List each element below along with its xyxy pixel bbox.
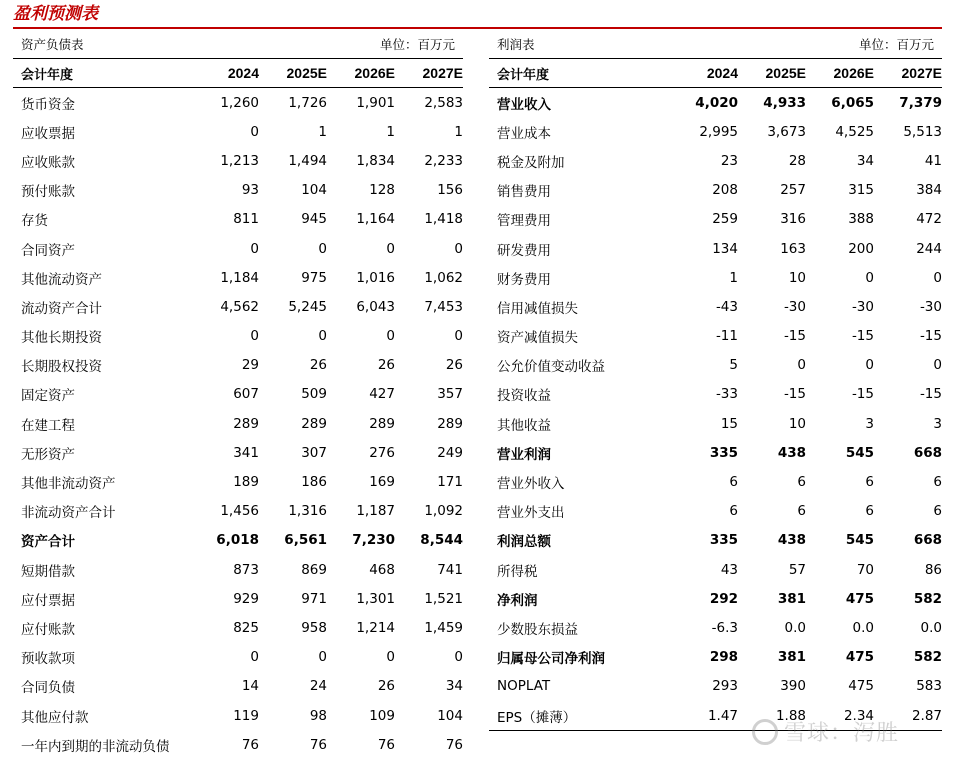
row-value: 41	[924, 152, 942, 169]
table-row	[489, 146, 942, 175]
row-value: 6	[933, 503, 942, 520]
row-value: 119	[233, 707, 259, 724]
row-value: 0	[318, 240, 327, 257]
row-value: 0	[318, 649, 327, 666]
row-value: 289	[369, 415, 395, 432]
row-value: 468	[369, 561, 395, 578]
row-value: 6,561	[284, 532, 327, 549]
header-year: 2024	[227, 65, 259, 81]
balance-sheet-unit: 单位：百万元	[379, 37, 455, 52]
header-year: 2026E	[833, 65, 874, 81]
balance-sheet-title: 资产负债表	[21, 37, 84, 52]
row-value: 3,673	[767, 123, 806, 140]
row-value: 381	[777, 649, 806, 666]
row-label: 净利润	[497, 592, 538, 609]
row-label: 财务费用	[497, 271, 551, 288]
row-label: 归属母公司净利润	[497, 651, 605, 668]
table-row	[13, 584, 463, 613]
row-label: 固定资产	[21, 388, 75, 405]
table-row	[489, 292, 942, 321]
row-value: 975	[301, 269, 327, 286]
row-value: 1,016	[356, 269, 395, 286]
row-value: 8,544	[420, 532, 463, 549]
table-row	[13, 526, 463, 555]
table-row	[13, 730, 463, 759]
row-value: 34	[445, 678, 463, 695]
table-row	[489, 584, 942, 613]
balance-sheet-title-row	[13, 30, 463, 58]
income-statement-panel	[489, 30, 942, 731]
row-value: 2,995	[699, 123, 738, 140]
row-value: 5	[729, 357, 738, 374]
row-label: 资产减值损失	[497, 330, 578, 347]
row-value: 929	[233, 590, 259, 607]
row-value: 1,521	[424, 590, 463, 607]
row-value: 607	[233, 386, 259, 403]
row-value: 257	[780, 182, 806, 199]
row-value: 1,260	[220, 94, 259, 111]
row-value: 1,456	[220, 503, 259, 520]
row-label: 研发费用	[497, 242, 551, 259]
row-value: 0	[797, 357, 806, 374]
income-statement-title-row	[489, 30, 942, 58]
row-value: 0	[386, 240, 395, 257]
row-value: 4,020	[695, 94, 738, 111]
header-year: 2025E	[765, 65, 806, 81]
row-value: 384	[916, 182, 942, 199]
row-value: 1,494	[288, 152, 327, 169]
row-label: 短期借款	[21, 563, 75, 580]
row-value: -15	[851, 386, 874, 403]
row-value: 6,065	[831, 94, 874, 111]
row-value: 1,187	[356, 503, 395, 520]
row-label: 其他流动资产	[21, 271, 102, 288]
row-value: 438	[777, 444, 806, 461]
row-value: 0	[250, 240, 259, 257]
row-label: 在建工程	[21, 417, 75, 434]
row-value: 259	[712, 211, 738, 228]
row-label: 非流动资产合计	[21, 505, 116, 522]
row-value: 7,453	[424, 298, 463, 315]
row-value: 0	[250, 123, 259, 140]
row-label: 合同资产	[21, 242, 75, 259]
row-value: 741	[437, 561, 463, 578]
row-value: -15	[919, 386, 942, 403]
table-row	[489, 409, 942, 438]
row-label: 投资收益	[497, 388, 551, 405]
row-label: 营业利润	[497, 446, 551, 463]
row-value: 7,379	[899, 94, 942, 111]
row-value: 15	[720, 415, 738, 432]
row-value: 1,062	[424, 269, 463, 286]
row-value: 0.0	[784, 619, 806, 636]
row-value: 1,213	[220, 152, 259, 169]
table-row	[13, 438, 463, 467]
row-value: 811	[233, 211, 259, 228]
row-value: 6	[729, 474, 738, 491]
row-value: 169	[369, 474, 395, 491]
snowball-logo-icon	[752, 719, 778, 745]
row-value: 475	[848, 678, 874, 695]
row-value: 971	[301, 590, 327, 607]
balance-sheet-rows	[13, 88, 463, 759]
row-label: 流动资产合计	[21, 300, 102, 317]
table-row	[13, 263, 463, 292]
row-label: 货币资金	[21, 96, 75, 113]
row-value: 26	[377, 357, 395, 374]
row-value: -15	[919, 328, 942, 345]
table-row	[489, 234, 942, 263]
row-value: 6	[797, 474, 806, 491]
row-value: 1,301	[356, 590, 395, 607]
row-value: 134	[712, 240, 738, 257]
row-label: 资产合计	[21, 534, 75, 551]
table-row	[489, 205, 942, 234]
row-value: 1	[454, 123, 463, 140]
row-value: 7,230	[352, 532, 395, 549]
table-row	[489, 176, 942, 205]
row-value: 76	[445, 736, 463, 753]
row-value: -6.3	[711, 619, 738, 636]
row-value: 1,834	[356, 152, 395, 169]
row-value: 0	[250, 649, 259, 666]
row-value: 316	[780, 211, 806, 228]
row-value: -43	[715, 298, 738, 315]
table-row	[489, 380, 942, 409]
table-row	[489, 497, 942, 526]
table-row	[13, 643, 463, 672]
row-value: -15	[783, 386, 806, 403]
row-value: 76	[241, 736, 259, 753]
table-row	[489, 351, 942, 380]
row-value: 28	[788, 152, 806, 169]
row-value: 5,245	[288, 298, 327, 315]
row-label: 存货	[21, 213, 48, 230]
row-value: 3	[933, 415, 942, 432]
row-value: 1.88	[775, 707, 806, 724]
table-row	[13, 672, 463, 701]
row-value: 2,583	[424, 94, 463, 111]
row-value: 26	[377, 678, 395, 695]
table-row	[13, 322, 463, 351]
row-label: NOPLAT	[497, 678, 551, 695]
row-value: 186	[301, 474, 327, 491]
row-label: 一年内到期的非流动负债	[21, 738, 170, 755]
table-row	[13, 205, 463, 234]
row-label: 少数股东损益	[497, 621, 578, 638]
row-value: 43	[720, 561, 738, 578]
row-value: 14	[241, 678, 259, 695]
row-label: 其他应付款	[21, 709, 89, 726]
row-value: 6,043	[356, 298, 395, 315]
row-value: 390	[780, 678, 806, 695]
row-value: 29	[241, 357, 259, 374]
row-value: -11	[715, 328, 738, 345]
header-year: 2025E	[286, 65, 327, 81]
row-label: 预付账款	[21, 184, 75, 201]
row-value: 23	[720, 152, 738, 169]
row-value: 357	[437, 386, 463, 403]
row-value: 1	[318, 123, 327, 140]
watermark-text: 雪球：泻胜	[784, 721, 900, 746]
row-value: 156	[437, 182, 463, 199]
row-value: 0.0	[920, 619, 942, 636]
table-row	[489, 672, 942, 701]
row-value: 0	[386, 649, 395, 666]
row-label: 无形资产	[21, 446, 75, 463]
row-value: 289	[301, 415, 327, 432]
header-year: 2024	[706, 65, 738, 81]
table-row	[13, 351, 463, 380]
row-label: 公允价值变动收益	[497, 359, 605, 376]
row-label: EPS（摊薄）	[497, 709, 577, 726]
table-row	[13, 409, 463, 438]
row-value: 6	[729, 503, 738, 520]
row-value: -15	[783, 328, 806, 345]
row-label: 长期股权投资	[21, 359, 102, 376]
balance-sheet-header	[13, 58, 463, 88]
table-row	[489, 526, 942, 555]
table-row	[489, 613, 942, 642]
header-label: 会计年度	[21, 67, 74, 83]
row-value: -15	[851, 328, 874, 345]
watermark	[752, 716, 899, 747]
row-value: 276	[369, 444, 395, 461]
row-value: 1,316	[288, 503, 327, 520]
row-value: 2.34	[843, 707, 874, 724]
row-value: 189	[233, 474, 259, 491]
row-value: 1,092	[424, 503, 463, 520]
row-value: -30	[919, 298, 942, 315]
row-value: 0	[933, 357, 942, 374]
row-value: 388	[848, 211, 874, 228]
row-value: 668	[913, 444, 942, 461]
row-value: 545	[845, 444, 874, 461]
table-row	[489, 117, 942, 146]
row-value: 958	[301, 619, 327, 636]
row-value: 427	[369, 386, 395, 403]
income-statement-title: 利润表	[497, 37, 535, 52]
income-statement-header	[489, 58, 942, 88]
row-value: 381	[777, 590, 806, 607]
row-value: 341	[233, 444, 259, 461]
row-value: 0	[318, 328, 327, 345]
row-value: 1,184	[220, 269, 259, 286]
row-value: 171	[437, 474, 463, 491]
row-value: 6	[797, 503, 806, 520]
row-value: 4,525	[835, 123, 874, 140]
row-value: 1.47	[707, 707, 738, 724]
row-value: 472	[916, 211, 942, 228]
row-value: 0	[454, 328, 463, 345]
row-label: 营业外收入	[497, 476, 565, 493]
row-value: 249	[437, 444, 463, 461]
row-value: 298	[709, 649, 738, 666]
row-value: 57	[788, 561, 806, 578]
row-label: 应付账款	[21, 621, 75, 638]
header-year: 2027E	[901, 65, 942, 81]
table-row	[13, 117, 463, 146]
table-row	[489, 643, 942, 672]
row-value: 873	[233, 561, 259, 578]
row-value: 583	[916, 678, 942, 695]
row-value: 26	[445, 357, 463, 374]
row-value: 945	[301, 211, 327, 228]
row-value: 93	[241, 182, 259, 199]
page-title: 盈利预测表	[13, 4, 98, 24]
income-statement-unit: 单位：百万元	[858, 37, 934, 52]
table-row	[489, 467, 942, 496]
table-row	[489, 88, 942, 117]
row-label: 管理费用	[497, 213, 551, 230]
row-label: 应收票据	[21, 125, 75, 142]
row-value: 104	[301, 182, 327, 199]
table-row	[489, 555, 942, 584]
row-value: 1,214	[356, 619, 395, 636]
row-label: 信用减值损失	[497, 300, 578, 317]
row-value: 1,901	[356, 94, 395, 111]
balance-sheet-panel	[13, 30, 463, 759]
row-value: 289	[437, 415, 463, 432]
row-value: 2.87	[911, 707, 942, 724]
table-row	[13, 701, 463, 730]
table-row	[13, 146, 463, 175]
row-label: 其他收益	[497, 417, 551, 434]
row-label: 应收账款	[21, 154, 75, 171]
row-label: 销售费用	[497, 184, 551, 201]
row-value: -33	[715, 386, 738, 403]
row-value: 1,726	[288, 94, 327, 111]
table-row	[13, 292, 463, 321]
table-row	[489, 263, 942, 292]
row-label: 营业成本	[497, 125, 551, 142]
row-label: 营业外支出	[497, 505, 565, 522]
row-value: 4,562	[220, 298, 259, 315]
row-value: 1,459	[424, 619, 463, 636]
row-value: 70	[856, 561, 874, 578]
table-row	[489, 322, 942, 351]
row-value: 475	[845, 590, 874, 607]
row-value: 10	[788, 269, 806, 286]
row-value: 1	[729, 269, 738, 286]
row-value: 0	[250, 328, 259, 345]
row-label: 合同负债	[21, 680, 75, 697]
row-value: 208	[712, 182, 738, 199]
row-value: -30	[783, 298, 806, 315]
table-row	[13, 176, 463, 205]
row-value: -30	[851, 298, 874, 315]
row-label: 应付票据	[21, 592, 75, 609]
row-value: 475	[845, 649, 874, 666]
row-value: 289	[233, 415, 259, 432]
row-label: 税金及附加	[497, 154, 565, 171]
row-value: 6	[865, 503, 874, 520]
table-row	[13, 497, 463, 526]
row-value: 292	[709, 590, 738, 607]
row-value: 869	[301, 561, 327, 578]
row-value: 6	[933, 474, 942, 491]
row-value: 0	[865, 269, 874, 286]
row-value: 545	[845, 532, 874, 549]
row-value: 34	[856, 152, 874, 169]
row-value: 3	[865, 415, 874, 432]
row-value: 76	[309, 736, 327, 753]
row-value: 0	[454, 240, 463, 257]
row-value: 104	[437, 707, 463, 724]
row-value: 1,418	[424, 211, 463, 228]
row-value: 1,164	[356, 211, 395, 228]
table-row	[13, 234, 463, 263]
row-label: 其他长期投资	[21, 330, 102, 347]
row-value: 0	[933, 269, 942, 286]
row-value: 5,513	[903, 123, 942, 140]
row-value: 0.0	[852, 619, 874, 636]
row-value: 0	[454, 649, 463, 666]
table-row	[13, 555, 463, 584]
table-row	[13, 613, 463, 642]
row-value: 0	[386, 328, 395, 345]
row-value: 26	[309, 357, 327, 374]
row-value: 509	[301, 386, 327, 403]
row-value: 86	[924, 561, 942, 578]
title-divider	[13, 27, 942, 29]
table-row	[489, 438, 942, 467]
header-year: 2026E	[354, 65, 395, 81]
row-value: 244	[916, 240, 942, 257]
row-value: 315	[848, 182, 874, 199]
row-label: 其他非流动资产	[21, 476, 116, 493]
row-value: 335	[709, 532, 738, 549]
row-value: 6,018	[216, 532, 259, 549]
row-label: 利润总额	[497, 534, 551, 551]
row-value: 200	[848, 240, 874, 257]
row-value: 163	[780, 240, 806, 257]
row-value: 76	[377, 736, 395, 753]
row-value: 1	[386, 123, 395, 140]
row-value: 2,233	[424, 152, 463, 169]
row-value: 825	[233, 619, 259, 636]
row-value: 668	[913, 532, 942, 549]
row-value: 98	[309, 707, 327, 724]
income-statement-rows	[489, 88, 942, 730]
row-value: 307	[301, 444, 327, 461]
row-value: 4,933	[763, 94, 806, 111]
row-value: 293	[712, 678, 738, 695]
header-label: 会计年度	[497, 67, 550, 83]
row-value: 582	[913, 649, 942, 666]
table-row	[13, 380, 463, 409]
row-label: 所得税	[497, 563, 538, 580]
table-row	[13, 88, 463, 117]
row-value: 109	[369, 707, 395, 724]
row-value: 582	[913, 590, 942, 607]
row-label: 营业收入	[497, 96, 551, 113]
table-row	[13, 467, 463, 496]
row-value: 24	[309, 678, 327, 695]
row-value: 128	[369, 182, 395, 199]
row-value: 438	[777, 532, 806, 549]
row-label: 预收款项	[21, 651, 75, 668]
row-value: 0	[865, 357, 874, 374]
row-value: 6	[865, 474, 874, 491]
header-year: 2027E	[422, 65, 463, 81]
row-value: 335	[709, 444, 738, 461]
row-value: 10	[788, 415, 806, 432]
